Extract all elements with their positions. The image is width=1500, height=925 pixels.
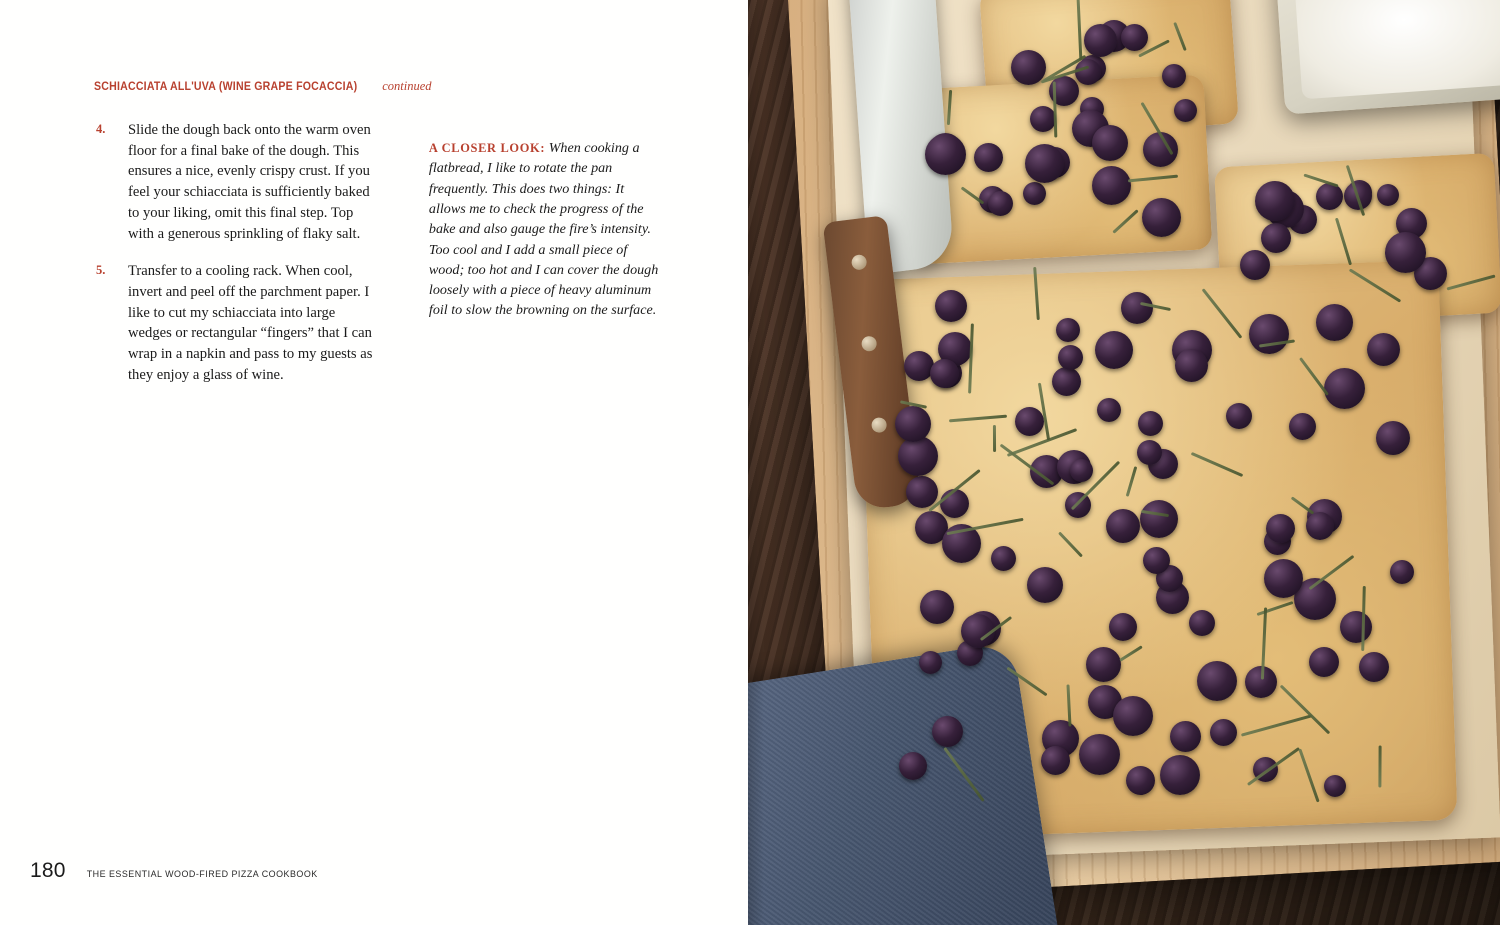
roasted-grape [1264, 559, 1303, 598]
recipe-step [94, 120, 381, 244]
roasted-grape [1226, 403, 1252, 429]
knife-rivet [851, 254, 868, 271]
roasted-grape [991, 546, 1016, 571]
rosemary-sprig [1378, 745, 1381, 787]
roasted-grape [1113, 696, 1153, 736]
roasted-grape [1140, 500, 1178, 538]
roasted-grape [932, 716, 963, 747]
roasted-grape [1266, 514, 1295, 543]
roasted-grape [1189, 610, 1215, 636]
text-columns [94, 120, 664, 403]
roasted-grape [1052, 367, 1081, 396]
roasted-grape [1359, 652, 1389, 682]
knife-rivet [871, 417, 888, 434]
roasted-grape [1023, 182, 1046, 205]
flaky-salt [1294, 0, 1500, 99]
steps-column [94, 120, 381, 403]
knife-rivet [861, 335, 878, 352]
roasted-grape [930, 359, 959, 388]
roasted-grape [1041, 746, 1070, 775]
roasted-grape [1097, 398, 1121, 422]
running-head-continued: continued [382, 79, 432, 93]
roasted-grape [1160, 755, 1200, 795]
blue-linen-napkin [748, 641, 1059, 925]
roasted-grape [1106, 509, 1140, 543]
sidebar-note-column [429, 120, 664, 403]
roasted-grape [1309, 647, 1339, 677]
roasted-grape [1376, 421, 1410, 455]
closer-look-text: When cooking a flatbread, I like to rotate the pan frequently. This does two things: It allows me to check the progress of the bake and also gauge the fire’s intensity. Too cool and I add a small piece of wood; too hot and I can cover the dough loosely with a piece of heavy aluminum foil to slow the browning on the surface. [428, 140, 659, 319]
roasted-grape [1095, 331, 1133, 369]
roasted-grape [1316, 304, 1353, 341]
roasted-grape [1175, 349, 1208, 382]
roasted-grape [1138, 411, 1163, 436]
left-text-page [0, 0, 748, 925]
roasted-grape [1070, 459, 1093, 482]
roasted-grape [895, 406, 931, 442]
step-text: Transfer to a cooling rack. When cool, invert and peel off the parchment paper. I like to cut my schiacciata into large wedges or rectangular “fingers” that I can wrap in a napkin and pass to my guests as they enjoy a glass of wine. [128, 263, 373, 383]
roasted-grape [1324, 368, 1365, 409]
roasted-grape [1316, 183, 1343, 210]
roasted-grape [1210, 719, 1237, 746]
recipe-step [94, 261, 381, 385]
roasted-grape [1025, 144, 1064, 183]
right-photo-page [748, 0, 1500, 925]
page-number: 180 [30, 859, 66, 882]
roasted-grape [1197, 661, 1237, 701]
roasted-grape [1092, 125, 1128, 161]
roasted-grape [1367, 333, 1400, 366]
roasted-grape [899, 752, 927, 780]
roasted-grape [1075, 59, 1101, 85]
roasted-grape [1255, 181, 1295, 221]
folio [30, 859, 326, 883]
roasted-grape [906, 476, 938, 508]
food-photograph [748, 0, 1500, 925]
roasted-grape [1261, 223, 1291, 253]
roasted-grape [1174, 99, 1197, 122]
roasted-grape [988, 191, 1013, 216]
roasted-grape [1324, 775, 1346, 797]
roasted-grape [925, 134, 966, 175]
roasted-grape [1121, 292, 1153, 324]
running-head [94, 79, 654, 94]
roasted-grape [920, 590, 954, 624]
roasted-grape [919, 651, 942, 674]
roasted-grape [1143, 547, 1170, 574]
roasted-grape [1109, 613, 1137, 641]
roasted-grape [1058, 345, 1083, 370]
roasted-grape [1385, 232, 1426, 273]
step-number: 4. [96, 122, 106, 136]
step-text: Slide the dough back onto the warm oven floor for a final bake of the dough. This ensures a nice, evenly crispy crust. If you feel your schiacciata is sufficiently baked to your liking, omit this final step. Top with a generous sprinkling of flaky salt. [128, 122, 371, 242]
roasted-grape [1121, 24, 1148, 51]
roasted-grape [1306, 512, 1334, 540]
roasted-grape [1240, 250, 1270, 280]
roasted-grape [1249, 314, 1289, 354]
closer-look-label: A CLOSER LOOK: [428, 141, 546, 156]
roasted-grape [1084, 24, 1117, 57]
salt-bowl [1275, 0, 1500, 115]
roasted-grape [935, 290, 967, 322]
roasted-grape [1126, 766, 1155, 795]
rosemary-sprig [993, 425, 996, 452]
roasted-grape [1289, 413, 1316, 440]
recipe-steps-list [94, 120, 381, 386]
roasted-grape [1390, 560, 1414, 584]
step-number: 5. [96, 263, 106, 278]
roasted-grape [1027, 567, 1063, 603]
roasted-grape [974, 143, 1003, 172]
roasted-grape [1086, 647, 1121, 682]
roasted-grape [898, 436, 938, 476]
book-title-footer: THE ESSENTIAL WOOD-FIRED PIZZA COOKBOOK [86, 869, 318, 880]
roasted-grape [1340, 611, 1372, 643]
roasted-grape [1377, 184, 1399, 206]
roasted-grape [1079, 734, 1120, 775]
roasted-grape [1015, 407, 1044, 436]
closer-look-note [429, 138, 664, 321]
roasted-grape [1137, 440, 1162, 465]
roasted-grape [1092, 166, 1131, 205]
roasted-grape [1030, 106, 1056, 132]
running-head-title: SCHIACCIATA ALL'UVA (WINE GRAPE FOCACCIA) [94, 81, 358, 93]
roasted-grape [1056, 318, 1080, 342]
roasted-grape [1142, 198, 1181, 237]
roasted-grape [1162, 64, 1186, 88]
roasted-grape [940, 489, 969, 518]
roasted-grape [1170, 721, 1201, 752]
